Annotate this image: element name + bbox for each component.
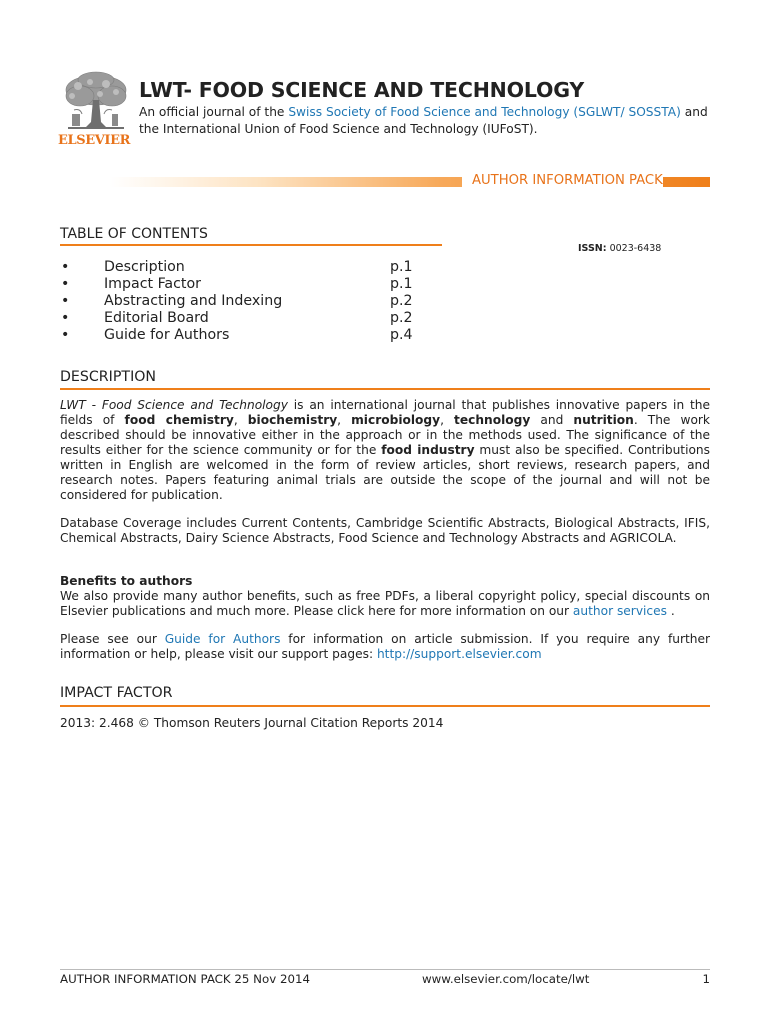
toc-item-page: p.2 <box>390 310 413 326</box>
text: for information on article submission. If you require any further information or help, please visit our support pages: <box>60 632 710 661</box>
issn-value: 0023-6438 <box>606 243 662 254</box>
toc-list <box>60 259 440 344</box>
toc-item-page: p.4 <box>390 327 413 343</box>
guide-paragraph <box>60 632 710 662</box>
page-number: 1 <box>702 972 710 986</box>
toc-item-label: Impact Factor <box>104 276 202 292</box>
toc-item-label: Guide for Authors <box>104 327 230 343</box>
bullet: • <box>61 276 70 292</box>
toc-item-page: p.1 <box>390 276 413 292</box>
text: , <box>233 413 248 427</box>
footer-url[interactable]: www.elsevier.com/locate/lwt <box>422 972 590 986</box>
journal-name-italic: LWT - Food Science and Technology <box>60 398 288 412</box>
impact-factor-text: 2013: 2.468 © Thomson Reuters Journal Citation Reports 2014 <box>60 716 444 730</box>
impact-factor-divider <box>60 705 710 707</box>
text: . The work described should be innovative either in the approach or in the methods used. The significance of the results either for the science community or for the <box>60 413 710 457</box>
support-link[interactable]: http://support.elsevier.com <box>376 647 542 661</box>
bullet: • <box>61 259 70 275</box>
toc-divider <box>60 244 442 246</box>
toc-item-abstracting-indexing[interactable] <box>60 293 440 310</box>
toc-item-label: Description <box>104 259 185 275</box>
keyword: microbiology <box>351 413 441 427</box>
elsevier-wordmark: ELSEVIER <box>58 133 131 148</box>
text: . <box>666 604 675 618</box>
toc-item-guide-for-authors[interactable] <box>60 327 440 344</box>
description-divider <box>60 388 710 390</box>
footer-pack-date: AUTHOR INFORMATION PACK 25 Nov 2014 <box>60 972 310 986</box>
text: Please see our <box>60 632 165 646</box>
toc-title: TABLE OF CONTENTS <box>60 226 208 242</box>
journal-title: LWT- FOOD SCIENCE AND TECHNOLOGY <box>139 78 585 102</box>
toc-item-description[interactable] <box>60 259 440 276</box>
keyword: biochemistry <box>247 413 338 427</box>
text: must also be specified. Contributions written in English are welcomed in the form of review articles, short reviews, research papers, and research notes. Papers featuring animal trials are outside the scope of the journal and will not be considered for publication. <box>60 443 710 502</box>
description-paragraph <box>60 398 710 503</box>
keyword: food industry <box>381 443 475 457</box>
affiliation-prefix: An official journal of the <box>139 105 289 119</box>
keyword: food chemistry <box>124 413 234 427</box>
benefits-text: We also provide many author benefits, such as free PDFs, a liberal copyright policy, special discounts on Elsevier publications and much more. Please click here for more information on our <box>60 589 710 618</box>
text: is an international journal that publishes innovative papers in the fields of <box>60 398 710 427</box>
toc-item-editorial-board[interactable] <box>60 310 440 327</box>
guide-for-authors-link[interactable]: Guide for Authors <box>164 632 281 646</box>
toc-item-impact-factor[interactable] <box>60 276 440 293</box>
issn <box>578 243 661 254</box>
affiliation-suffix: and the International Union of Food Science and Technology (IUFoST). <box>139 105 708 136</box>
bullet: • <box>61 293 70 309</box>
bullet: • <box>61 327 70 343</box>
toc-item-label: Editorial Board <box>104 310 209 326</box>
toc-item-page: p.1 <box>390 259 413 275</box>
benefits-heading: Benefits to authors <box>60 574 193 588</box>
sglwt-link[interactable]: Swiss Society of Food Science and Technology (SGLWT/ SOSSTA) <box>288 105 681 119</box>
keyword: nutrition <box>573 413 634 427</box>
author-information-pack-label: AUTHOR INFORMATION PACK <box>462 173 663 188</box>
impact-factor-heading: IMPACT FACTOR <box>60 685 173 701</box>
journal-header <box>60 66 720 156</box>
author-services-link[interactable]: author services <box>572 604 667 618</box>
issn-label: ISSN: <box>578 243 607 254</box>
journal-affiliation <box>139 104 719 137</box>
database-coverage-paragraph: Database Coverage includes Current Contents, Cambridge Scientific Abstracts, Biological Abstracts, IFIS, Chemical Abstracts, Dairy Science Abstracts, Food Science and Technology Abstracts and AGRICOLA. <box>60 516 710 545</box>
text: , <box>337 413 352 427</box>
text: , <box>440 413 455 427</box>
keyword: technology <box>454 413 531 427</box>
description-heading: DESCRIPTION <box>60 369 157 385</box>
benefits-paragraph <box>60 574 710 619</box>
toc-item-page: p.2 <box>390 293 413 309</box>
text: and <box>530 413 574 427</box>
toc-item-label: Abstracting and Indexing <box>104 293 283 309</box>
footer-divider <box>60 969 710 970</box>
elsevier-logo <box>60 70 132 150</box>
bullet: • <box>61 310 70 326</box>
elsevier-tree-logo-icon <box>60 70 132 132</box>
